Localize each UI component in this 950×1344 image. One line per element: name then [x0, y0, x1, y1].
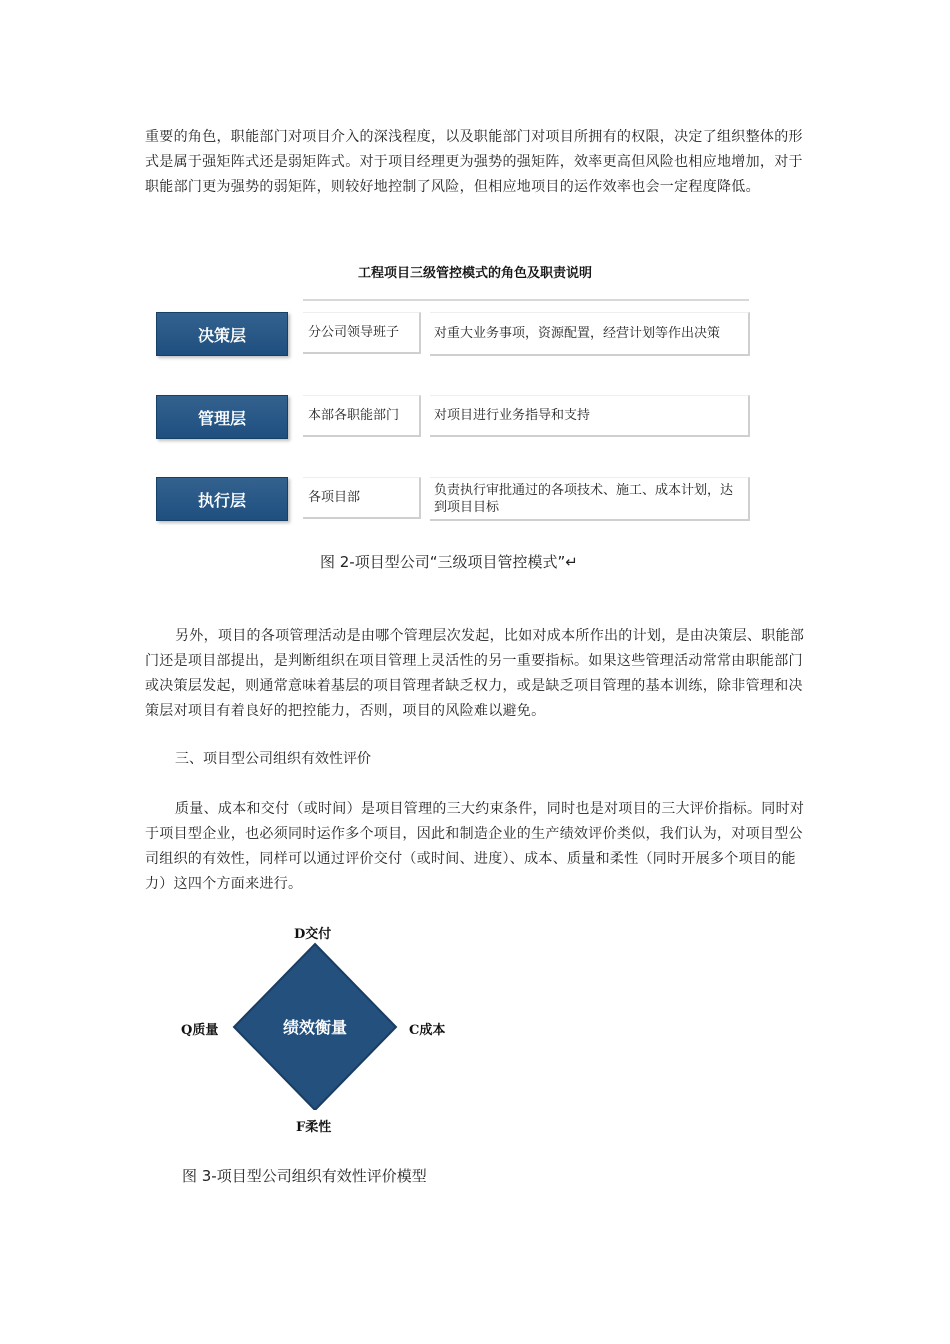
duty-cell-decision: 对重大业务事项，资源配置，经营计划等作出决策	[430, 312, 750, 356]
figure-3-caption: 图 3-项目型公司组织有效性评价模型	[182, 1167, 427, 1185]
layer-decision: 决策层	[156, 312, 288, 356]
table-top-line	[303, 299, 749, 301]
section-heading: 三、项目型公司组织有效性评价	[175, 751, 371, 767]
diamond-label-cost: C成本	[409, 1023, 446, 1038]
figure-2-title: 工程项目三级管控模式的角色及职责说明	[357, 266, 592, 281]
paragraph-3: 质量、成本和交付（或时间）是项目管理的三大约束条件，同时也是对项目的三大评价指标。同时对于项目型企业，也必须同时运作多个项目，因此和制造企业的生产绩效评价类似，我们认为，对项目型公司组织的有效性，同样可以通过评价交付（或时间、进度）、成本、质量和柔性（同时开展多个项目的能力）这四个方面来进行。	[145, 801, 805, 892]
diamond-label-flexibility: F柔性	[296, 1120, 332, 1135]
duty-cell-management: 对项目进行业务指导和支持	[430, 395, 750, 437]
duty-cell-execution: 负责执行审批通过的各项技术、施工、成本计划，达到项目目标	[430, 477, 750, 521]
layer-management: 管理层	[156, 395, 288, 439]
paragraph-1: 重要的角色，职能部门对项目介入的深浅程度，以及职能部门对项目所拥有的权限，决定了组织整体的形式是属于强矩阵式还是弱矩阵式。对于项目经理更为强势的强矩阵，效率更高但风险也相应地增加，对于职能部门更为强势的弱矩阵，则较好地控制了风险，但相应地项目的运作效率也会一定程度降低。	[145, 129, 803, 195]
diamond-label-quality: Q质量	[181, 1023, 219, 1038]
org-cell-management: 本部各职能部门	[303, 395, 421, 437]
diamond-center-label: 绩效衡量	[282, 1018, 347, 1037]
org-cell-execution: 各项目部	[303, 477, 421, 519]
layer-execution: 执行层	[156, 477, 288, 521]
figure-2-caption: 图 2-项目型公司“三级项目管控模式”↵	[320, 553, 578, 571]
diamond-label-delivery: D交付	[294, 927, 332, 942]
org-cell-decision: 分公司领导班子	[303, 312, 421, 354]
paragraph-2: 另外，项目的各项管理活动是由哪个管理层次发起，比如对成本所作出的计划，是由决策层、职能部门还是项目部提出，是判断组织在项目管理上灵活性的另一重要指标。如果这些管理活动常常由职能部门或决策层发起，则通常意味着基层的项目管理者缺乏权力，或是缺乏项目管理的基本训练，除非管理和决策层对项目有着良好的把控能力，否则，项目的风险难以避免。	[145, 628, 805, 719]
